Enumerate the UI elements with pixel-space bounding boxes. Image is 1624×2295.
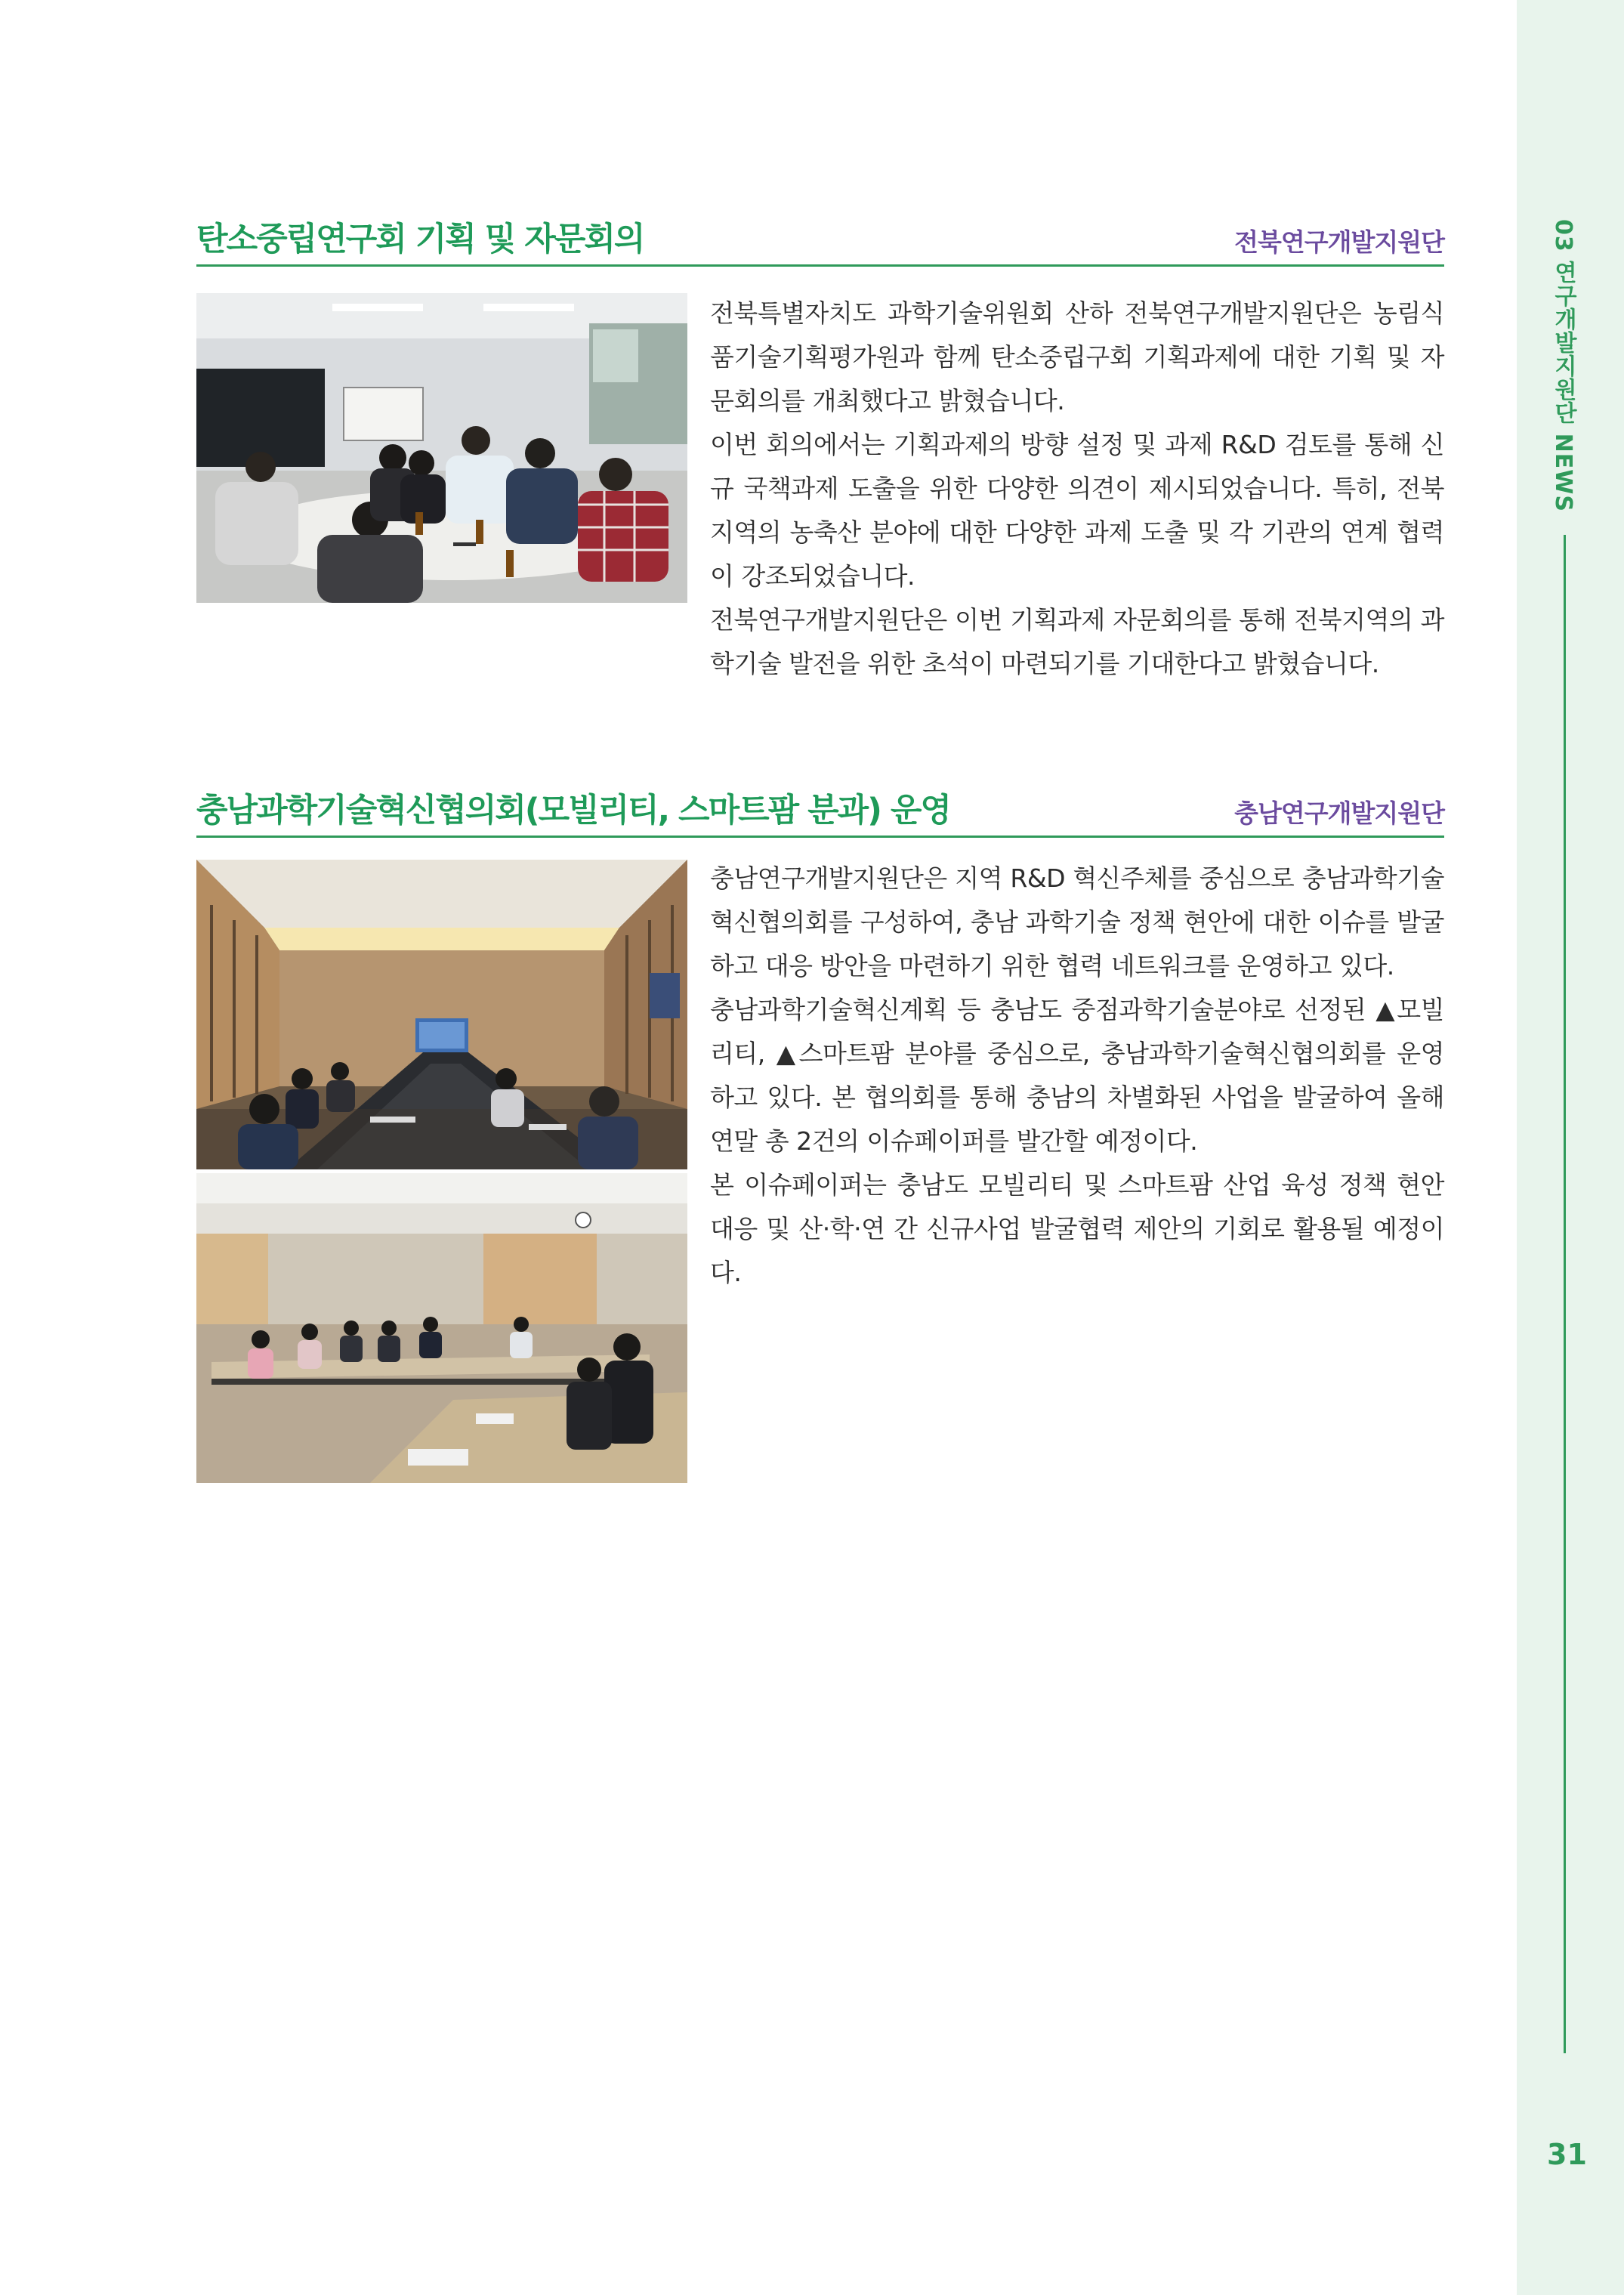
article-1-paragraph-2: 이번 회의에서는 기획과제의 방향 설정 및 과제 R&D 검토를 통해 신규 국책과제 도출을 위한 다양한 의견이 제시되었습니다. 특히, 전북지역의 농축산 분야에 대한 다양한 과제 도출 및 각 기관의 연계 협력이 강조되었습니다. [710,430,1444,591]
meeting-photo-1 [196,293,687,603]
article-1-org: 전북연구개발지원단 [1234,227,1444,257]
article-2-paragraph-1: 충남연구개발지원단은 지역 R&D 혁신주체를 중심으로 충남과학기술혁신협의회를 구성하여, 충남 과학기술 정책 현안에 대한 이슈를 발굴하고 대응 방안을 마련하기 위한 협력 네트워크를 운영하고 있다. [710,863,1444,981]
article-1-body [710,292,1444,686]
meeting-photo-2 [196,860,687,1169]
article-2-org: 충남연구개발지원단 [1234,798,1444,828]
article-2-body [710,857,1444,1295]
article-2-title: 충남과학기술혁신협의회(모빌리티, 스마트팜 분과) 운영 [196,792,950,829]
article-1-paragraph-3: 전북연구개발지원단은 이번 기획과제 자문회의를 통해 전북지역의 과학기술 발전을 위한 초석이 마련되기를 기대한다고 밝혔습니다. [710,605,1444,678]
meeting-photo-3 [196,1173,687,1483]
article-2-header [196,786,1444,838]
section-label: 03 연구개발지원단 NEWS [1550,219,1576,512]
article-2-paragraph-2: 충남과학기술혁신계획 등 충남도 중점과학기술분야로 선정된 ▲모빌리티, ▲스마트팜 분야를 중심으로, 충남과학기술혁신협의회를 운영하고 있다. 본 협의회를 통해 충남의 차별화된 사업을 발굴하여 올해 연말 총 2건의 이슈페이퍼를 발간할 예정이다. [710,995,1444,1156]
side-divider [1564,535,1566,2053]
article-1-title: 탄소중립연구회 기획 및 자문회의 [196,221,644,258]
article-1-header [196,215,1444,267]
page-number: 31 [1547,2138,1587,2171]
article-1-paragraph-1: 전북특별자치도 과학기술위원회 산하 전북연구개발지원단은 농림식품기술기획평가원과 함께 탄소중립구회 기획과제에 대한 기획 및 자문회의를 개최했다고 밝혔습니다. [710,298,1444,415]
article-2-paragraph-3: 본 이슈페이퍼는 충남도 모빌리티 및 스마트팜 산업 육성 정책 현안 대응 및 산·학·연 간 신규사업 발굴협력 제안의 기회로 활용될 예정이다. [710,1170,1444,1287]
